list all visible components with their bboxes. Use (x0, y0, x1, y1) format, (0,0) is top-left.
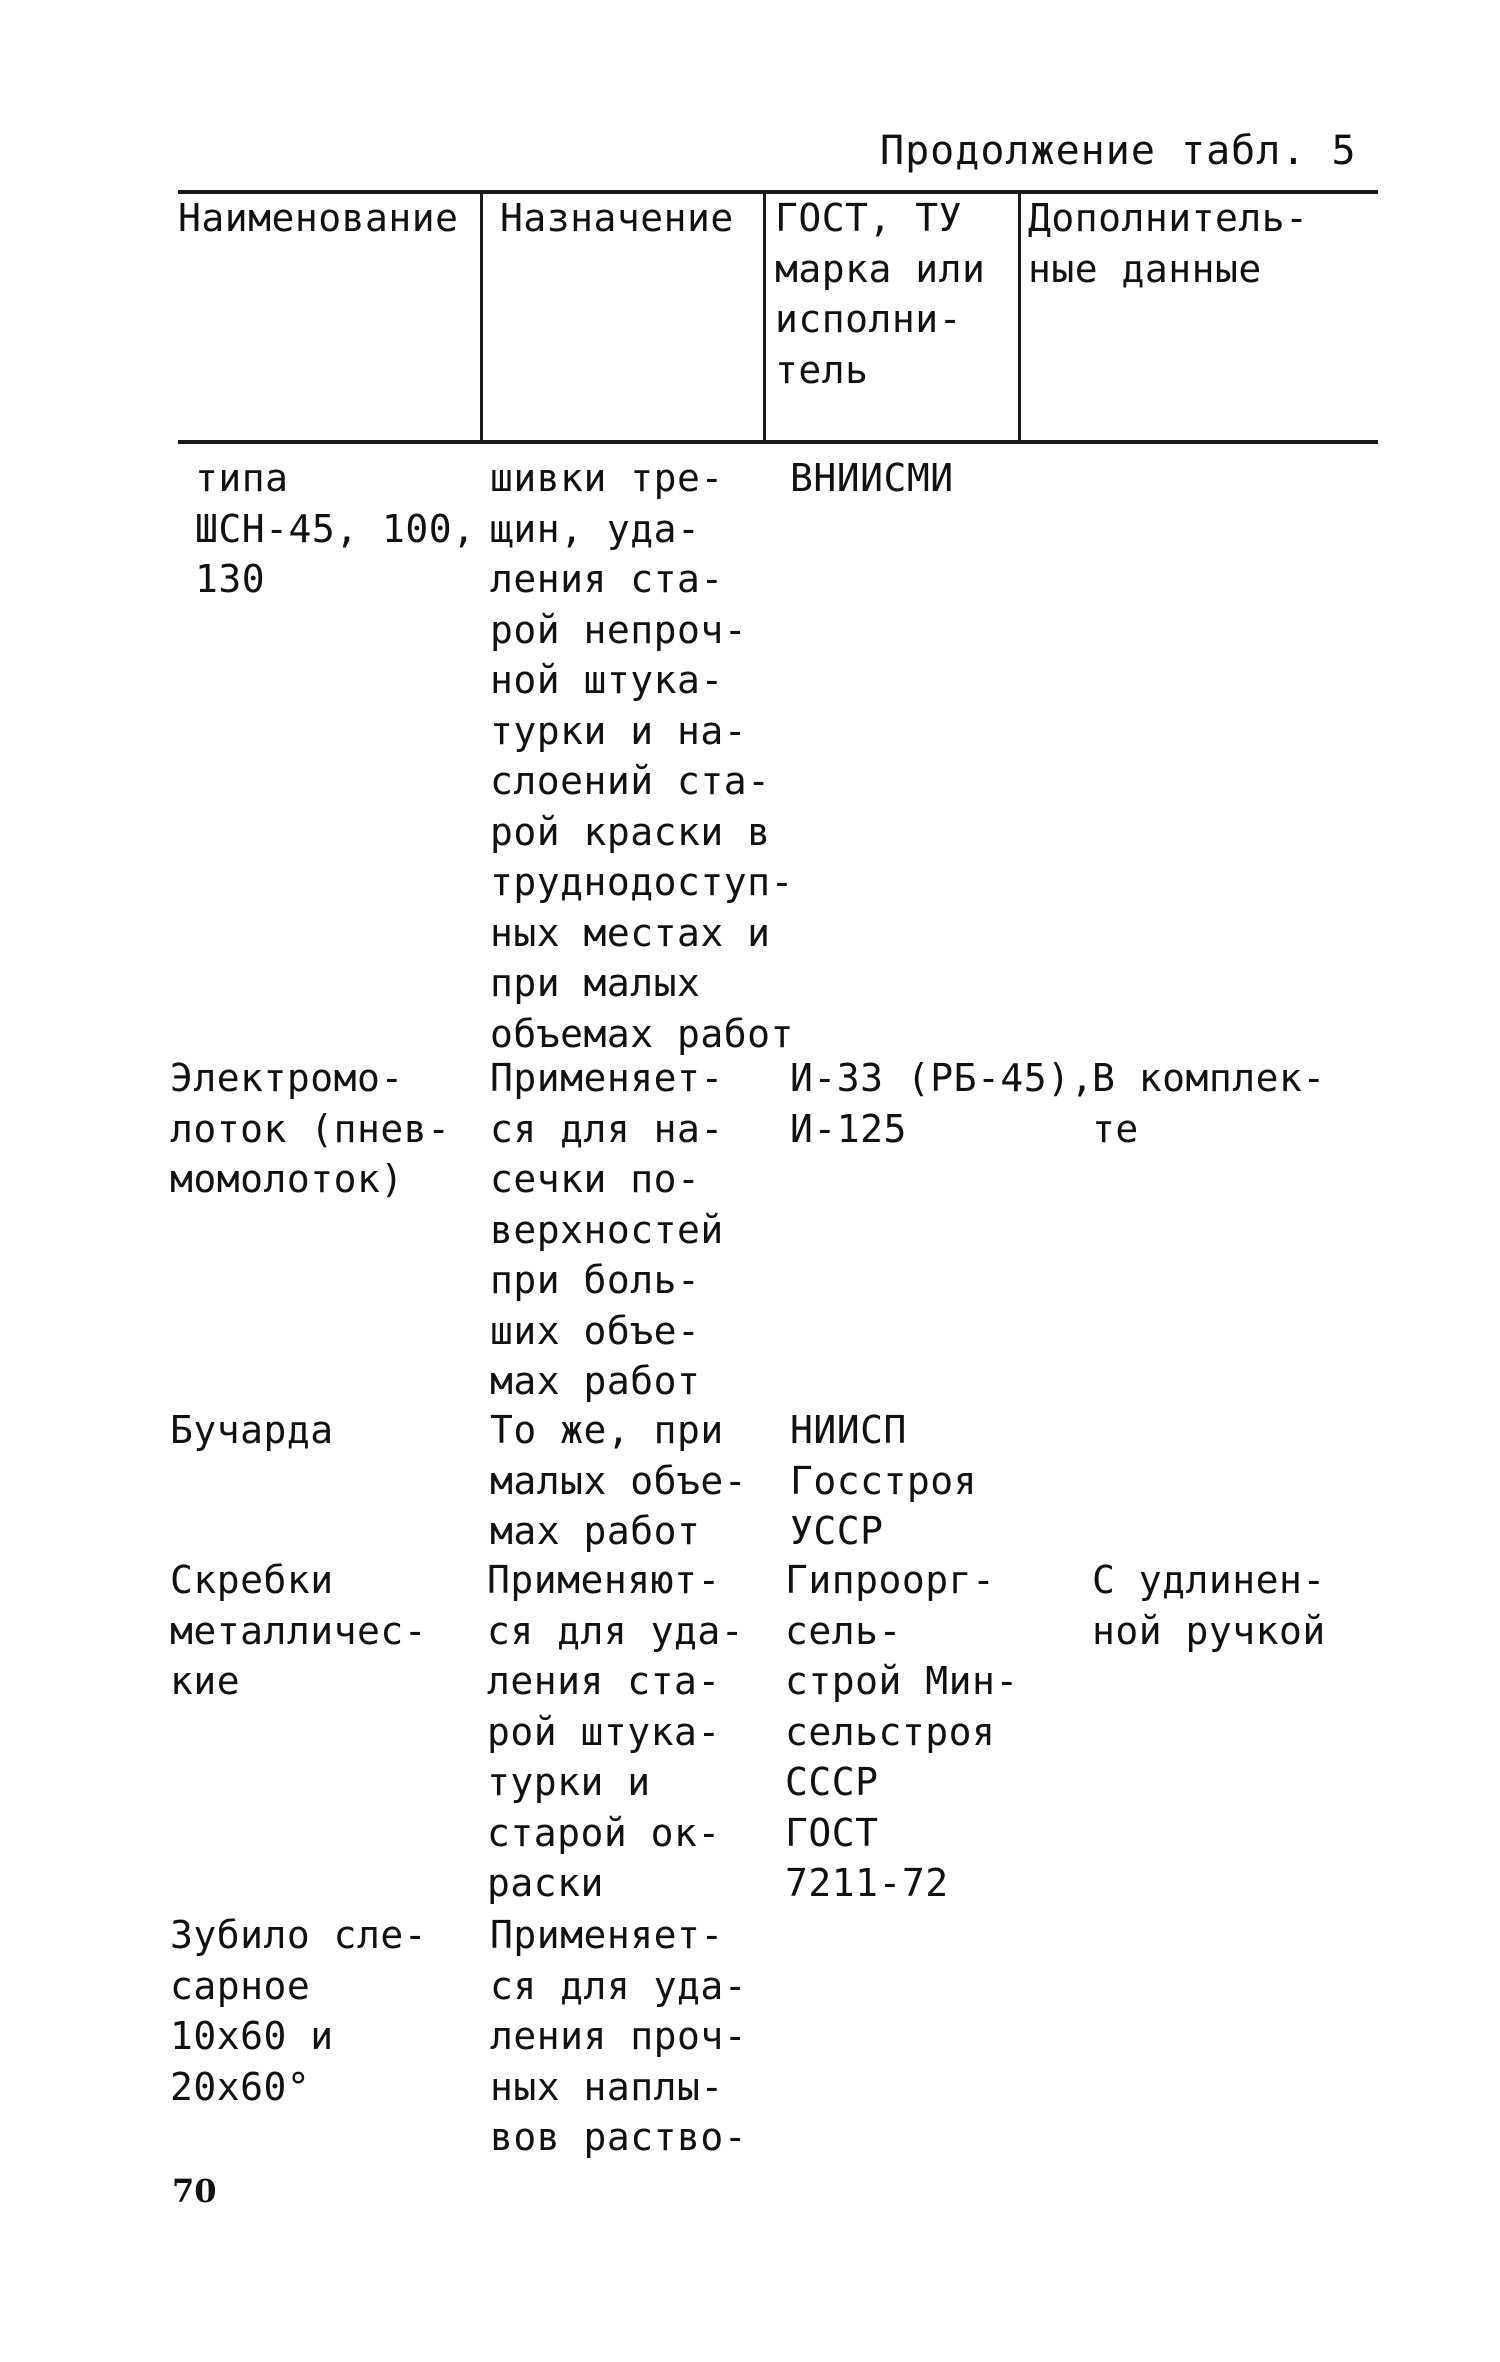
header-extra: Дополнитель- ные данные (1028, 196, 1309, 291)
row-5-purpose: Применяет- ся для уда- ления проч- ных наплы- вов раство- (490, 1913, 748, 2159)
row-3-gost: НИИСП Госстроя УССР (790, 1408, 978, 1553)
row-4-purpose: Применяют- ся для уда- ления ста- рой штука- турки и старой ок- раски (487, 1558, 745, 1905)
row-5-name: Зубило сле- сарное 10х60 и 20х60° (170, 1913, 428, 2109)
row-1-gost: ВНИИСМИ (790, 456, 954, 500)
header-separator-1 (480, 190, 483, 440)
row-3-name: Бучарда (170, 1408, 334, 1452)
row-2-name: Электромо- лоток (пнев- момолоток) (170, 1056, 451, 1201)
row-4-gost: Гипроорг- сель- строй Мин- сельстроя СССР ГОСТ 7211-72 (785, 1558, 1019, 1905)
header-bottom-rule (178, 440, 1378, 444)
row-1-name: типа ШСН-45, 100, 130 (195, 456, 476, 601)
row-2-gost: И-33 (РБ-45), И-125 (790, 1056, 1094, 1151)
header-separator-2 (763, 190, 766, 440)
header-name: Наименование (178, 196, 459, 240)
header-purpose: Назначение (500, 196, 734, 240)
header-gost: ГОСТ, ТУ марка или исполни- тель (775, 196, 986, 392)
page-number: 70 (172, 2172, 217, 2210)
row-4-name: Скребки металличес- кие (170, 1558, 428, 1703)
row-2-purpose: Применяет- ся для на- сечки по- верхностей при боль- ших объе- мах работ (490, 1056, 724, 1403)
row-4-extra: С удлинен- ной ручкой (1092, 1558, 1326, 1653)
table-caption: Продолжение табл. 5 (880, 128, 1357, 174)
row-2-extra: В комплек- те (1092, 1056, 1326, 1151)
row-1-purpose: шивки тре- щин, уда- ления ста- рой непроч- ной штука- турки и на- слоений ста- рой краски в труднодоступ- ных местах и при малых объемах работ (490, 456, 794, 1056)
header-separator-3 (1018, 190, 1021, 440)
row-3-purpose: То же, при малых объе- мах работ (490, 1408, 748, 1553)
